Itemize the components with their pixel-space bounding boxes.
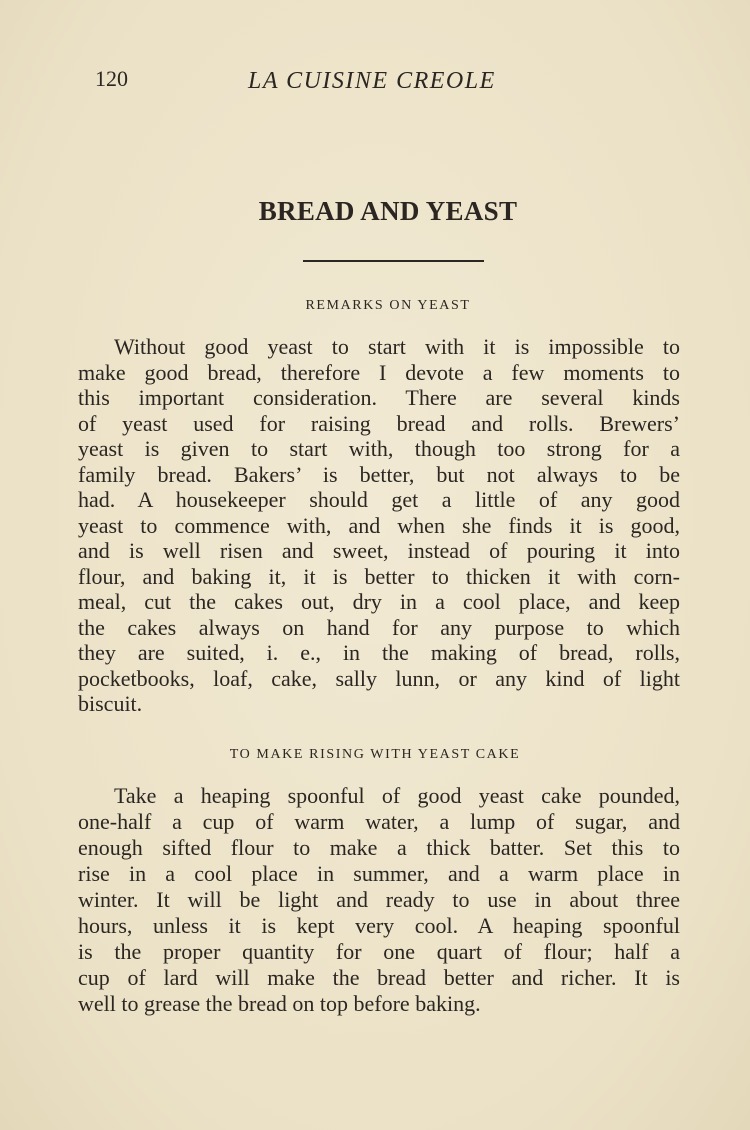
text-line: make good bread, therefore I devote a few moments to — [78, 359, 680, 385]
text-line: they are suited, i. e., in the making of bread, rolls, — [78, 640, 680, 665]
text-line: this important consideration. There are several kinds — [78, 385, 680, 410]
text-line: well to grease the bread on top before baking. — [78, 991, 481, 1016]
text-line: is the proper quantity for one quart of flour; half a — [78, 939, 680, 964]
paragraph-remarks-on-yeast — [78, 334, 680, 717]
paragraph-rising-with-yeast-cake — [78, 783, 680, 1017]
text-line: pocketbooks, loaf, cake, sally lunn, or any kind of light — [78, 665, 680, 691]
text-line: biscuit. — [78, 691, 143, 716]
page-number: 120 — [95, 66, 128, 91]
text-line: winter. It will be light and ready to use in about three — [78, 887, 680, 912]
section-heading-rising: TO MAKE RISING WITH YEAST CAKE — [229, 747, 521, 762]
text-line: enough sifted flour to make a thick batter. Set this to — [78, 835, 680, 860]
text-line: rise in a cool place in summer, and a warm place in — [78, 861, 680, 886]
text-line: yeast to commence with, and when she finds it is good, — [78, 512, 680, 538]
text-line: had. A housekeeper should get a little of any good — [78, 487, 680, 512]
text-line: Take a heaping spoonful of good yeast cake pounded, — [114, 783, 680, 808]
text-line: yeast is given to start with, though too strong for a — [78, 436, 680, 461]
title-rule — [303, 260, 484, 262]
text-line: family bread. Bakers’ is better, but not always to be — [78, 461, 680, 487]
text-line: meal, cut the cakes out, dry in a cool place, and keep — [78, 589, 680, 614]
chapter-title: BREAD AND YEAST — [258, 196, 518, 226]
text-line: one-half a cup of warm water, a lump of sugar, and — [78, 809, 680, 834]
section-heading-remarks: REMARKS ON YEAST — [305, 298, 471, 313]
text-line: flour, and baking it, it is better to thicken it with corn- — [78, 563, 680, 589]
text-line: Without good yeast to start with it is impossible to — [114, 334, 680, 359]
running-title: LA CUISINE CREOLE — [248, 68, 496, 94]
text-line: the cakes always on hand for any purpose to which — [78, 614, 680, 640]
text-line: hours, unless it is kept very cool. A heaping spoonful — [78, 913, 680, 938]
text-line: and is well risen and sweet, instead of pouring it into — [78, 538, 680, 563]
text-line: of yeast used for raising bread and rolls. Brewers’ — [78, 410, 680, 436]
text-line: cup of lard will make the bread better and richer. It is — [78, 965, 680, 990]
